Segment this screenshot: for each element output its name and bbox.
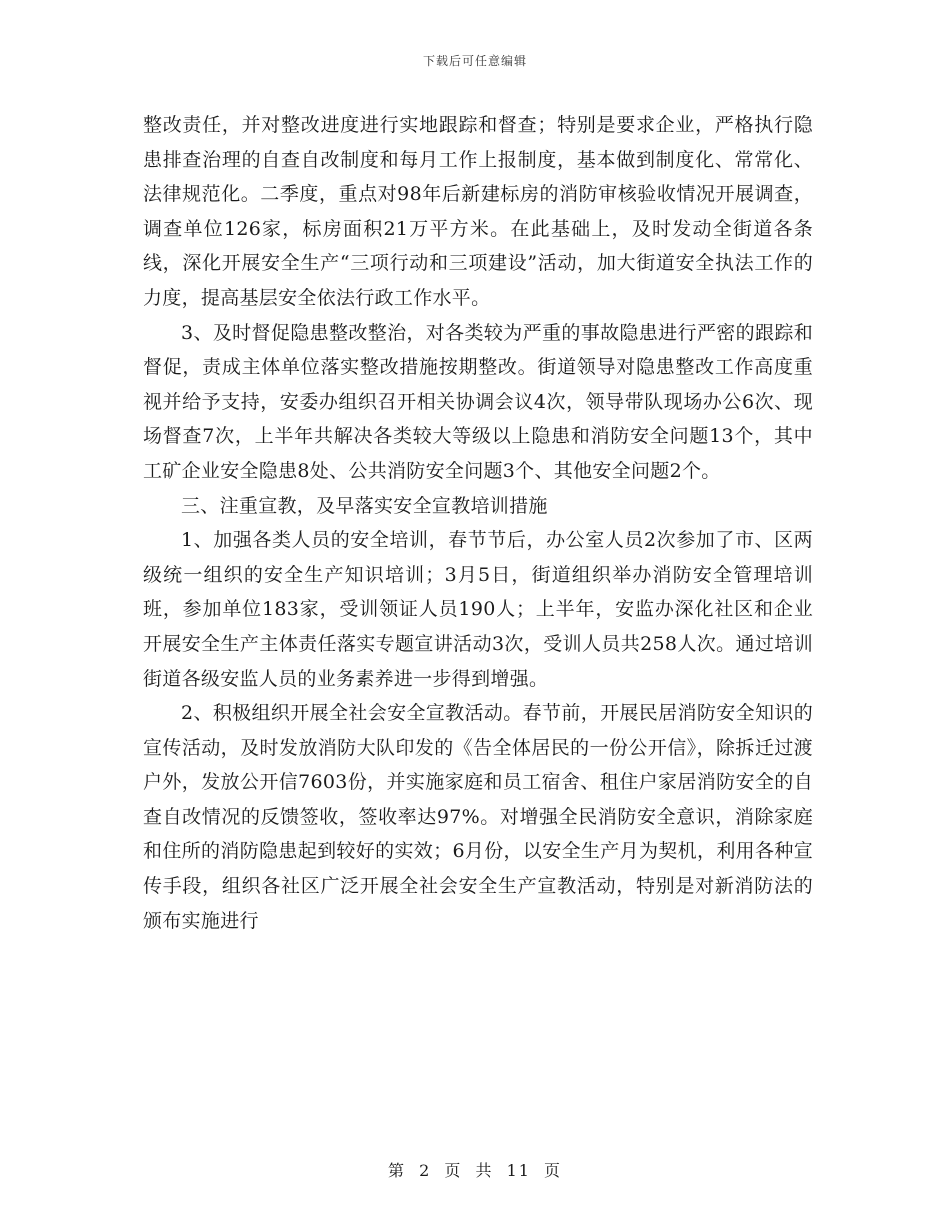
page-header: 下载后可任意编辑 [422,54,527,68]
footer-label-total: 共 [475,1161,494,1180]
document-body [143,108,813,938]
section-heading-3: 三、注重宣教，及早落实安全宣教培训措施 [181,494,548,517]
footer-label-total-unit: 页 [544,1161,563,1180]
footer-current-page: 2 [419,1161,432,1180]
footer-label-page: 第 [387,1161,406,1180]
footer-total-pages: 11 [506,1161,531,1180]
footer-label-page-unit: 页 [444,1161,463,1180]
paragraph-continuation: 整改责任，并对整改进度进行实地跟踪和督查；特别是要求企业，严格执行隐患排查治理的自查自改制度和每月工作上报制度，基本做到制度化、常常化、法律规范化。二季度，重点对98年后新建标房的消防审核验收情况开展调查，调查单位126家，标房面积21万平方米。在此基础上，及时发动全街道各条线，深化开展安全生产“三项行动和三项建设”活动，加大街道安全执法工作的力度，提高基层安全依法行政工作水平。 [143,114,813,309]
paragraph-item-1: 1、加强各类人员的安全培训，春节节后，办公室人员2次参加了市、区两级统一组织的安全生产知识培训；3月5日，街道组织举办消防安全管理培训班，参加单位183家，受训领证人员190人；上半年，安监办深化社区和企业开展安全生产主体责任落实专题宣讲活动3次，受训人员共258人次。通过培训街道各级安监人员的业务素养进一步得到增强。 [143,529,813,690]
paragraph-item-3: 3、及时督促隐患整改整治，对各类较为严重的事故隐患进行严密的跟踪和督促，责成主体单位落实整改措施按期整改。街道领导对隐患整改工作高度重视并给予支持，安委办组织召开相关协调会议4次，领导带队现场办公6次、现场督查7次，上半年共解决各类较大等级以上隐患和消防安全问题13个，其中工矿企业安全隐患8处、公共消防安全问题3个、其他安全问题2个。 [143,321,813,482]
page-footer [0,1158,950,1181]
paragraph-item-2: 2、积极组织开展全社会安全宣教活动。春节前，开展民居消防安全知识的宣传活动，及时发放消防大队印发的《告全体居民的一份公开信》，除拆迁过渡户外，发放公开信7603份，并实施家庭和员工宿舍、租住户家居消防安全的自查自改情况的反馈签收，签收率达97%。对增强全民消防安全意识，消除家庭和住所的消防隐患起到较好的实效；6月份，以安全生产月为契机，利用各种宣传手段，组织各社区广泛开展全社会安全生产宣教活动，特别是对新消防法的颁布实施进行 [143,702,813,932]
